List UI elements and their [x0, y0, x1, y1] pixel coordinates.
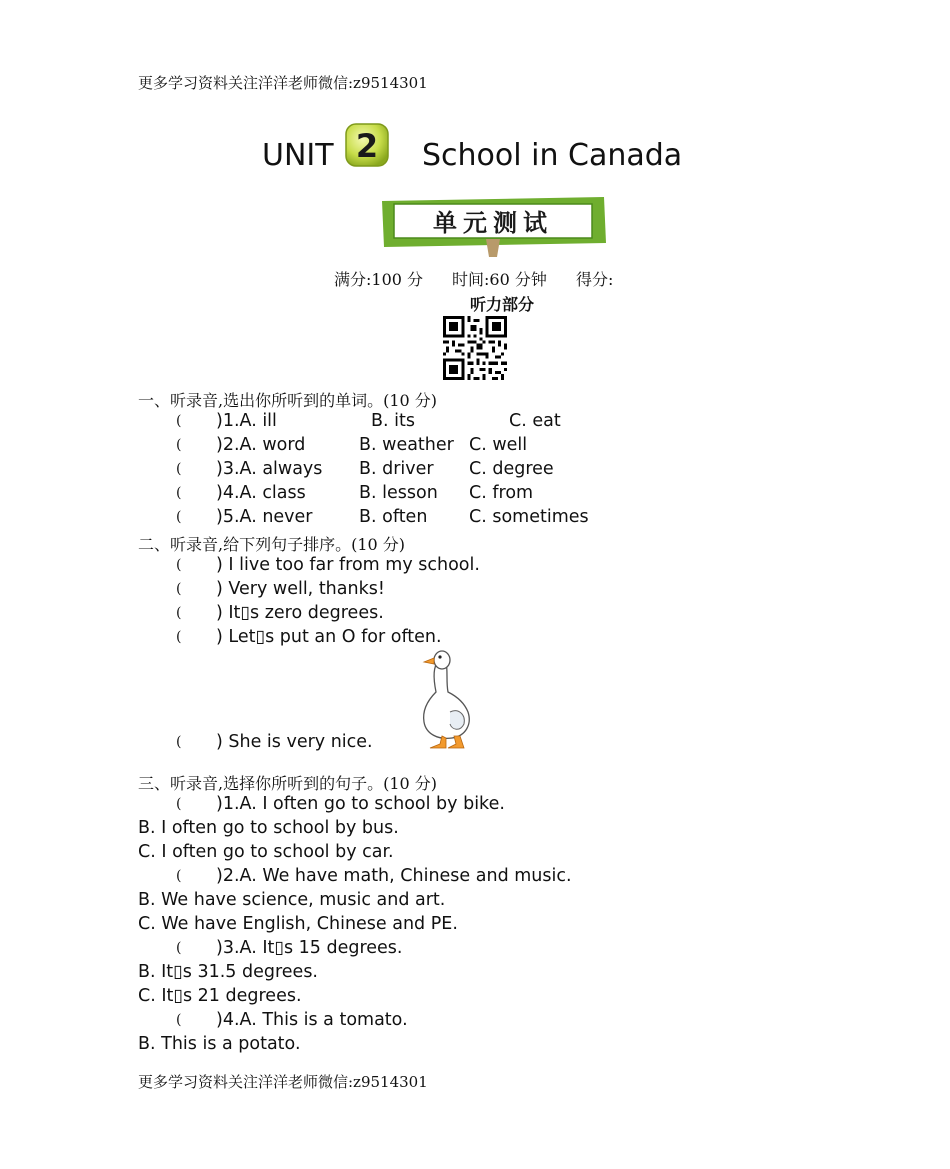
s2-sentence: ) She is very nice.: [216, 732, 373, 752]
answer-blank[interactable]: (: [176, 581, 182, 597]
answer-blank[interactable]: (: [176, 437, 182, 453]
s3-q3-a: )3.A. It▯s 15 degrees.: [216, 938, 403, 958]
s1-q4-a: )4.A. class: [216, 483, 306, 503]
s1-q1-a: )1.A. ill: [216, 411, 277, 431]
pencil-stem-icon: [486, 239, 500, 257]
s3-q2-b: B. We have science, music and art.: [138, 890, 446, 910]
section3-heading: 三、听录音,选择你所听到的句子。(10 分): [138, 774, 438, 793]
s2-sentence: ) Let▯s put an O for often.: [216, 627, 442, 647]
unit-label: UNIT: [262, 138, 334, 173]
score-field: 得分:: [576, 270, 614, 289]
answer-blank[interactable]: (: [176, 796, 182, 812]
full-score: 满分:100 分: [334, 270, 424, 289]
s3-q1-b: B. I often go to school by bus.: [138, 818, 399, 838]
s1-q3-a: )3.A. always: [216, 459, 323, 479]
answer-blank[interactable]: (: [176, 413, 182, 429]
s1-q1-b: B. its: [371, 411, 415, 431]
s3-q4-a: )4.A. This is a tomato.: [216, 1010, 408, 1030]
s1-q5-a: )5.A. never: [216, 507, 313, 527]
answer-blank[interactable]: (: [176, 1012, 182, 1028]
section1-heading: 一、听录音,选出你所听到的单词。(10 分): [138, 391, 438, 410]
answer-blank[interactable]: (: [176, 485, 182, 501]
answer-blank[interactable]: (: [176, 605, 182, 621]
answer-blank[interactable]: (: [176, 629, 182, 645]
s3-q1-a: )1.A. I often go to school by bike.: [216, 794, 505, 814]
banner-text: 单元测试: [433, 209, 553, 237]
s1-q3-c: C. degree: [469, 459, 554, 479]
s3-q2-c: C. We have English, Chinese and PE.: [138, 914, 458, 934]
unit-test-banner: [376, 193, 610, 259]
s1-q5-c: C. sometimes: [469, 507, 589, 527]
answer-blank[interactable]: (: [176, 868, 182, 884]
answer-blank[interactable]: (: [176, 461, 182, 477]
s1-q4-c: C. from: [469, 483, 534, 503]
s3-q2-a: )2.A. We have math, Chinese and music.: [216, 866, 572, 886]
s1-q2-a: )2.A. word: [216, 435, 306, 455]
s2-sentence: ) I live too far from my school.: [216, 555, 480, 575]
listening-label: 听力部分: [470, 295, 535, 314]
s1-q3-b: B. driver: [359, 459, 434, 479]
s3-q4-b: B. This is a potato.: [138, 1034, 301, 1054]
unit-name: School in Canada: [422, 138, 683, 173]
footer-note: 更多学习资料关注洋洋老师微信:z9514301: [138, 1073, 428, 1091]
s1-q5-b: B. often: [359, 507, 428, 527]
answer-blank[interactable]: (: [176, 734, 182, 750]
header-note: 更多学习资料关注洋洋老师微信:z9514301: [138, 74, 428, 92]
s1-q2-c: C. well: [469, 435, 528, 455]
goose-illustration: [412, 648, 476, 750]
s3-q3-c: C. It▯s 21 degrees.: [138, 986, 302, 1006]
s1-q1-c: C. eat: [509, 411, 561, 431]
unit-number-badge: [344, 122, 390, 168]
s2-sentence: ) Very well, thanks!: [216, 579, 385, 599]
s2-sentence: ) It▯s zero degrees.: [216, 603, 384, 623]
answer-blank[interactable]: (: [176, 940, 182, 956]
s3-q3-b: B. It▯s 31.5 degrees.: [138, 962, 318, 982]
answer-blank[interactable]: (: [176, 557, 182, 573]
time-limit: 时间:60 分钟: [452, 270, 547, 289]
s3-q1-c: C. I often go to school by car.: [138, 842, 394, 862]
unit-number: 2: [355, 127, 379, 165]
s1-q2-b: B. weather: [359, 435, 454, 455]
answer-blank[interactable]: (: [176, 509, 182, 525]
qr-code-icon[interactable]: [443, 316, 507, 380]
section2-heading: 二、听录音,给下列句子排序。(10 分): [138, 535, 406, 554]
s1-q4-b: B. lesson: [359, 483, 438, 503]
